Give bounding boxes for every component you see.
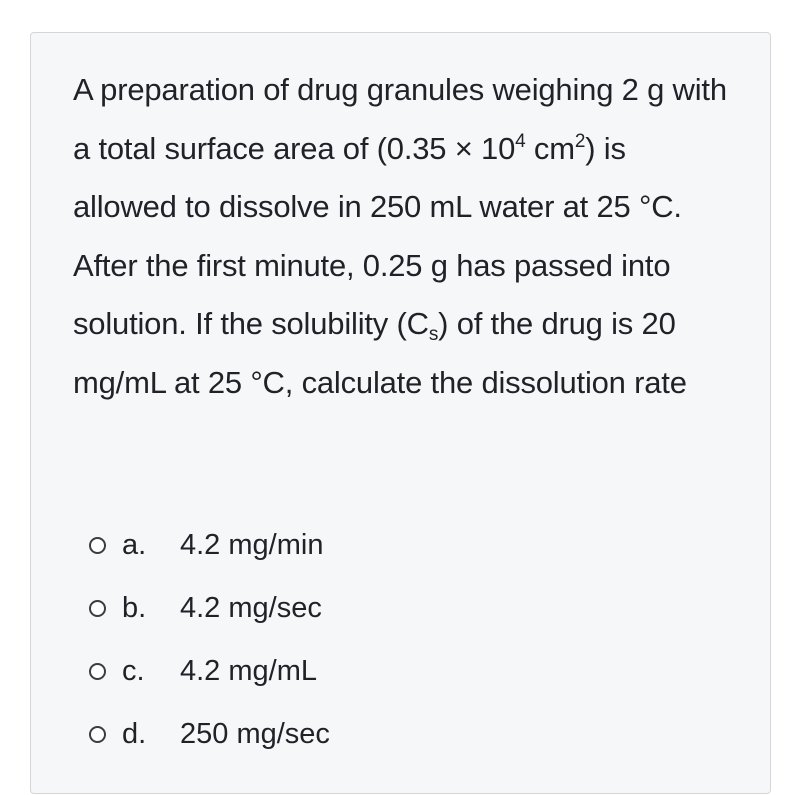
radio-button-icon[interactable] xyxy=(89,726,106,743)
option-letter: c. xyxy=(122,655,145,687)
option-text: 250 mg/sec xyxy=(180,718,330,750)
subscript-s: s xyxy=(428,324,439,345)
radio-button-icon[interactable] xyxy=(89,537,106,554)
option-text: 4.2 mg/sec xyxy=(180,592,322,624)
question-text-part-2: cm xyxy=(525,130,575,166)
question-text-part-4: ) of the drug is 20 mg/mL at 25 °C, calculate the dissolution rate xyxy=(73,306,687,400)
option-d[interactable] xyxy=(89,703,330,766)
exponent-2: 2 xyxy=(574,130,586,152)
option-c[interactable] xyxy=(89,640,330,703)
option-text: 4.2 mg/min xyxy=(180,529,324,561)
option-letter: d. xyxy=(122,718,147,750)
option-letter: a. xyxy=(122,529,147,561)
option-b[interactable] xyxy=(89,577,330,640)
question-text-part-3: ) is allowed to dissolve in 250 mL water at 25 °C. After the first minute, 0.25 g has passed into solution. If the solubility (C xyxy=(73,130,682,341)
option-a[interactable] xyxy=(89,514,330,577)
exponent-4: 4 xyxy=(515,130,526,152)
radio-button-icon[interactable] xyxy=(89,600,106,617)
question-text xyxy=(73,61,733,412)
option-text: 4.2 mg/mL xyxy=(180,655,317,687)
option-letter: b. xyxy=(122,592,147,624)
question-text-part-1: A preparation of drug granules weighing 2 g with a total surface area of (0.35 × 10 xyxy=(73,72,727,166)
question-card xyxy=(30,32,771,794)
answer-options xyxy=(89,514,330,766)
radio-button-icon[interactable] xyxy=(89,663,106,680)
